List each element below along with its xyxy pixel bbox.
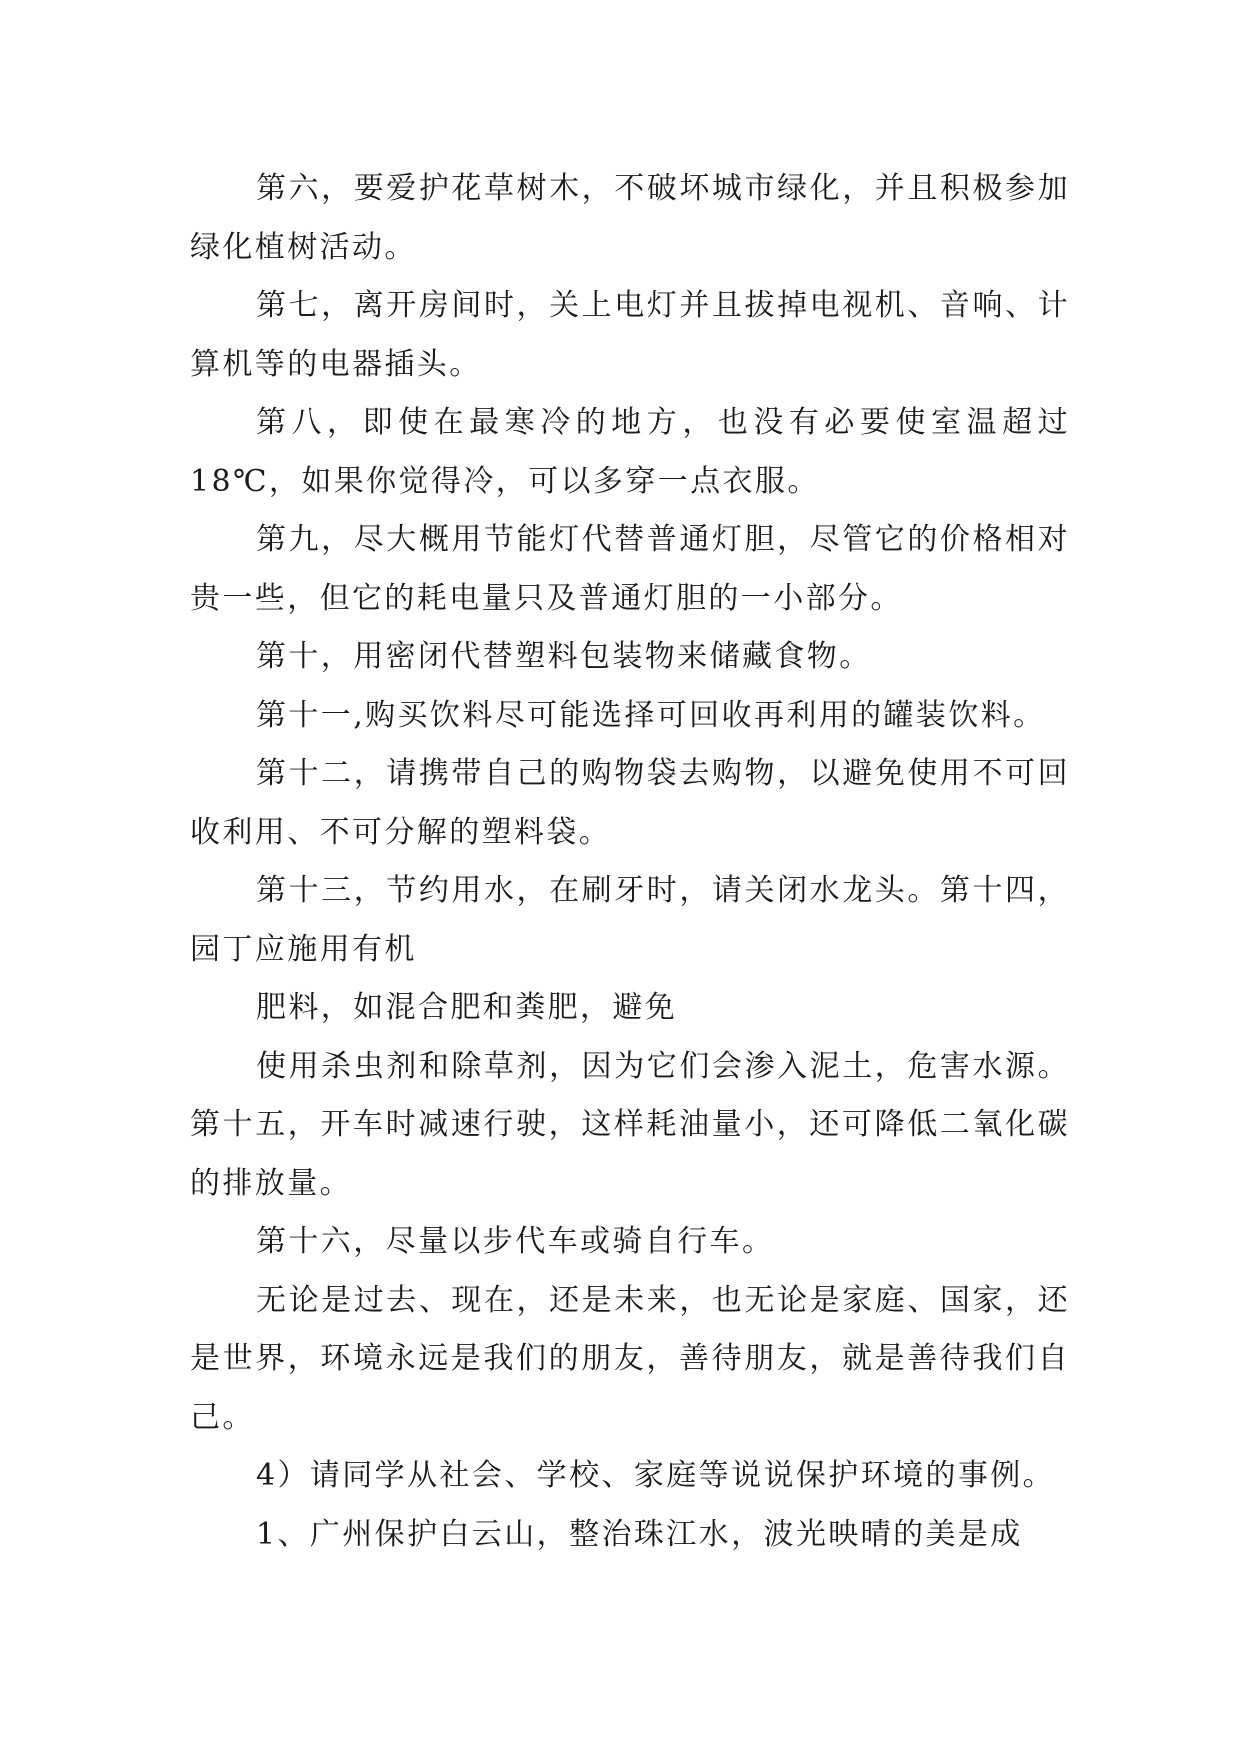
paragraph-7: 第七，离开房间时，关上电灯并且拔掉电视机、音响、计算机等的电器插头。 — [190, 288, 1070, 382]
paragraph-9: 第九，尽大概用节能灯代替普通灯胆，尽管它的价格相对贵一些，但它的耗电量只及普通灯胆的一小部分。 — [190, 522, 1070, 616]
paragraph-14-continued: 肥料，如混合肥和粪肥，避免 — [256, 990, 678, 1025]
paragraph-example-1: 1、广州保护白云山，整治珠江水，波光映晴的美是成 — [256, 1516, 1023, 1552]
paragraph-6: 第六，要爱护花草树木，不破坏城市绿化，并且积极参加绿化植树活动。 — [190, 171, 1070, 265]
paragraph-10: 第十，用密闭代替塑料包装物来储藏食物。 — [256, 639, 872, 674]
paragraph-12: 第十二，请携带自己的购物袋去购物，以避免使用不可回收利用、不可分解的塑料袋。 — [190, 756, 1070, 850]
document-body — [190, 160, 1070, 1564]
paragraph-16: 第十六，尽量以步代车或骑自行车。 — [256, 1224, 775, 1259]
paragraph-13: 第十三，节约用水，在刷牙时，请关闭水龙头。第十四，园丁应施用有机 — [190, 873, 1070, 967]
paragraph-question-4: 4）请同学从社会、学校、家庭等说说保护环境的事例。 — [256, 1458, 1056, 1493]
paragraph-conclusion: 无论是过去、现在，还是未来，也无论是家庭、国家，还是世界，环境永远是我们的朋友，善待朋友，就是善待我们自己。 — [190, 1282, 1070, 1435]
paragraph-11: 第十一,购买饮料尽可能选择可回收再利用的罐装饮料。 — [256, 697, 1046, 733]
paragraph-8: 第八，即使在最寒冷的地方，也没有必要使室温超过18℃，如果你觉得冷，可以多穿一点衣服。 — [190, 405, 1070, 499]
paragraph-14-15: 使用杀虫剂和除草剂，因为它们会渗入泥土，危害水源。第十五，开车时减速行驶，这样耗油量小，还可降低二氧化碳的排放量。 — [190, 1048, 1070, 1201]
